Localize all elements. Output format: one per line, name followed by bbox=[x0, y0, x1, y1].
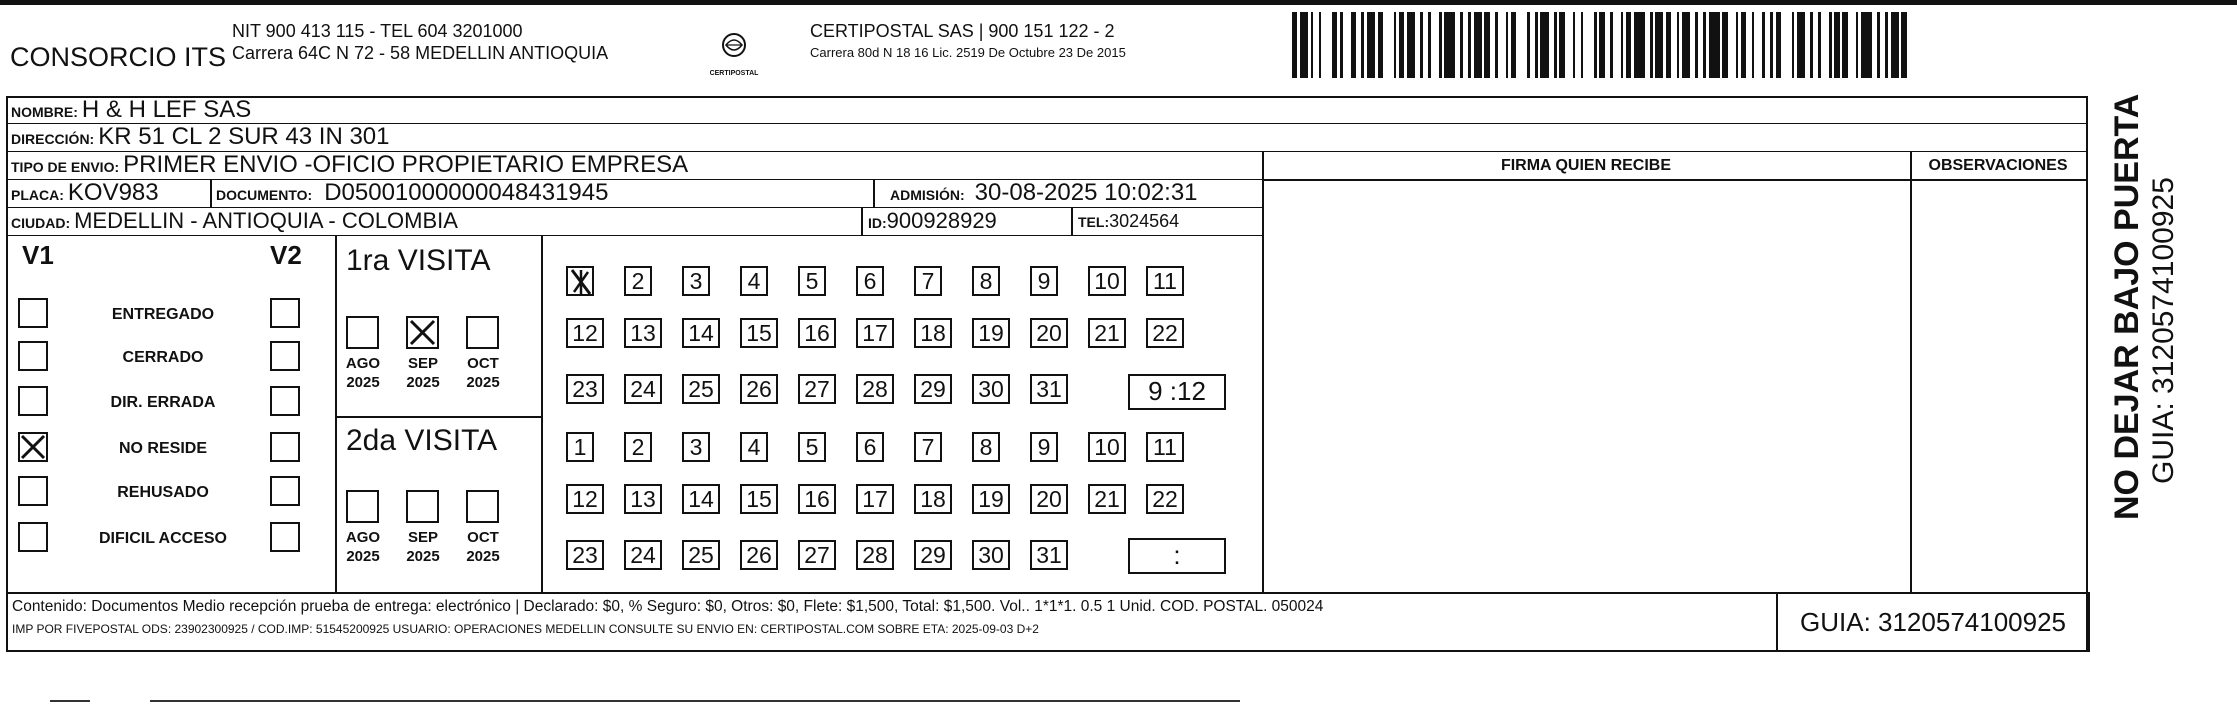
v2-checkbox[interactable] bbox=[270, 432, 300, 462]
month-checkbox[interactable] bbox=[406, 316, 439, 349]
tipo-row bbox=[8, 152, 1262, 180]
day-box[interactable]: 23 bbox=[566, 540, 604, 570]
barcode-bar bbox=[1682, 12, 1690, 78]
month-year: 2025 bbox=[406, 548, 440, 565]
barcode-bar bbox=[1367, 12, 1375, 78]
id-label: ID: bbox=[868, 215, 887, 231]
certipostal-logo-icon bbox=[706, 30, 762, 78]
barcode-bar bbox=[1891, 12, 1899, 78]
v1-checkbox[interactable] bbox=[18, 432, 48, 462]
barcode-bar bbox=[1565, 12, 1573, 78]
day-box[interactable]: 15 bbox=[740, 318, 778, 348]
contenido-line: Contenido: Documentos Medio recepción prueba de entrega: electrónico | Declarado: $0, % Seguro: $0, Otros: $0, Flete: $1,500, Total: $1,500. Vol.. 1*1*1. 0.5 1 Unid. COD. POSTAL. 050024 bbox=[12, 598, 1324, 615]
day-box[interactable]: 27 bbox=[798, 540, 836, 570]
tel-divider bbox=[1071, 208, 1073, 236]
placa-value: KOV983 bbox=[67, 179, 159, 206]
month-label bbox=[338, 528, 388, 566]
day-box[interactable]: 29 bbox=[914, 540, 952, 570]
day-box[interactable]: 3 bbox=[682, 432, 710, 462]
delivery-form bbox=[6, 96, 2088, 652]
nit-line: NIT 900 413 115 - TEL 604 3201000 bbox=[232, 21, 523, 41]
month-name: OCT bbox=[467, 529, 499, 546]
day-box[interactable]: 31 bbox=[1030, 540, 1068, 570]
day-box[interactable]: 15 bbox=[740, 484, 778, 514]
barcode-bar bbox=[1321, 12, 1332, 78]
day-box[interactable]: 7 bbox=[914, 432, 942, 462]
direccion-label: DIRECCIÓN: bbox=[11, 131, 95, 147]
barcode-bar bbox=[1821, 12, 1829, 78]
guia-box: GUIA: 3120574100925 bbox=[1776, 592, 2090, 652]
day-box[interactable]: 16 bbox=[798, 484, 836, 514]
logo-caption: CERTIPOSTAL bbox=[709, 70, 759, 77]
nombre-label: NOMBRE: bbox=[11, 104, 78, 120]
admision-value: 30-08-2025 10:02:31 bbox=[974, 179, 1198, 206]
barcode-bar bbox=[1540, 12, 1548, 78]
day-box[interactable]: 24 bbox=[624, 540, 662, 570]
day-box[interactable]: 13 bbox=[624, 318, 662, 348]
admision-cell bbox=[890, 180, 1198, 209]
day-box[interactable]: 10 bbox=[1088, 266, 1126, 296]
placa-label: PLACA: bbox=[11, 187, 64, 203]
barcode-bar bbox=[1848, 12, 1856, 78]
day-box[interactable]: 6 bbox=[856, 266, 884, 296]
day-box[interactable]: 22 bbox=[1146, 484, 1184, 514]
day-box[interactable]: 25 bbox=[682, 540, 720, 570]
tipo-value: PRIMER ENVIO -OFICIO PROPIETARIO EMPRESA bbox=[123, 151, 689, 178]
month-name: AGO bbox=[345, 355, 381, 372]
month-year: 2025 bbox=[406, 374, 440, 391]
month-year: 2025 bbox=[466, 548, 500, 565]
v1-checkbox[interactable] bbox=[18, 298, 48, 328]
day-box[interactable]: 2 bbox=[624, 266, 652, 296]
check-mark-icon bbox=[568, 268, 594, 296]
day-box[interactable]: 30 bbox=[972, 374, 1010, 404]
month-checkbox[interactable] bbox=[346, 316, 379, 349]
footer-top-border bbox=[8, 592, 2086, 594]
month-label bbox=[338, 354, 388, 392]
v2-checkbox[interactable] bbox=[270, 476, 300, 506]
day-box[interactable]: 5 bbox=[798, 266, 826, 296]
month-checkbox[interactable] bbox=[466, 316, 499, 349]
v1-checkbox[interactable] bbox=[18, 476, 48, 506]
day-box[interactable]: 6 bbox=[856, 432, 884, 462]
month-name: OCT bbox=[467, 355, 499, 372]
placa-divider bbox=[210, 180, 212, 208]
day-box[interactable]: 28 bbox=[856, 374, 894, 404]
status-option-label: DIR. ERRADA bbox=[110, 394, 216, 411]
barcode-bar bbox=[1754, 12, 1762, 78]
v2-checkbox[interactable] bbox=[270, 341, 300, 371]
month-checkbox[interactable] bbox=[466, 490, 499, 523]
day-box[interactable]: 18 bbox=[914, 318, 952, 348]
ciudad-cell bbox=[11, 208, 458, 237]
barcode-bar bbox=[1907, 12, 1912, 78]
day-box[interactable]: 3 bbox=[682, 266, 710, 296]
day-box[interactable]: 13 bbox=[624, 484, 662, 514]
barcode-bar bbox=[1634, 12, 1645, 78]
barcode-bar bbox=[1300, 12, 1308, 78]
day-box[interactable]: 11 bbox=[1146, 432, 1184, 462]
barcode-bar bbox=[1383, 12, 1394, 78]
day-box[interactable]: 26 bbox=[740, 540, 778, 570]
company-info bbox=[232, 20, 608, 64]
v2-checkbox[interactable] bbox=[270, 522, 300, 552]
courier-license: Carrera 80d N 18 16 Lic. 2519 De Octubre 23 De 2015 bbox=[810, 45, 1126, 60]
documento-label: DOCUMENTO: bbox=[216, 187, 313, 203]
day-box[interactable]: 29 bbox=[914, 374, 952, 404]
month-checkbox[interactable] bbox=[346, 490, 379, 523]
barcode-bar bbox=[1583, 12, 1594, 78]
admision-divider bbox=[873, 180, 875, 208]
barcode-bar bbox=[1431, 12, 1439, 78]
day-box[interactable]: 4 bbox=[740, 266, 768, 296]
day-box[interactable]: 4 bbox=[740, 432, 768, 462]
tel-value: 3024564 bbox=[1109, 211, 1180, 231]
month-name: SEP bbox=[407, 355, 438, 372]
barcode-bar bbox=[1474, 12, 1482, 78]
day-box[interactable]: 17 bbox=[856, 318, 894, 348]
day-box[interactable]: 9 bbox=[1030, 266, 1058, 296]
barcode-bar bbox=[1516, 12, 1527, 78]
address-line: Carrera 64C N 72 - 58 MEDELLIN ANTIOQUIA bbox=[232, 43, 609, 63]
day-box[interactable]: 10 bbox=[1088, 432, 1126, 462]
check-mark-icon bbox=[408, 318, 437, 347]
day-box[interactable]: 28 bbox=[856, 540, 894, 570]
day-box[interactable]: 2 bbox=[624, 432, 652, 462]
v2-checkbox[interactable] bbox=[270, 386, 300, 416]
barcode-bar bbox=[1728, 12, 1736, 78]
firma-header: FIRMA QUIEN RECIBE bbox=[1500, 157, 1672, 174]
barcode-icon bbox=[1292, 12, 1912, 78]
direccion-row bbox=[8, 124, 2086, 152]
nombre-value: H & H LEF SAS bbox=[81, 96, 252, 123]
day-box[interactable]: 9 bbox=[1030, 432, 1058, 462]
courier-info bbox=[810, 20, 1126, 64]
ciudad-value: MEDELLIN - ANTIOQUIA - COLOMBIA bbox=[74, 208, 458, 233]
barcode-bar bbox=[1781, 12, 1792, 78]
side-guia: GUIA: 3120574100925 bbox=[2147, 177, 2180, 484]
second-visit-time[interactable]: : bbox=[1128, 538, 1226, 574]
status-option-label: ENTREGADO bbox=[111, 306, 215, 323]
observaciones-left-border bbox=[1910, 152, 1912, 592]
placa-row bbox=[8, 180, 1262, 208]
day-box[interactable] bbox=[566, 266, 594, 296]
barcode-bar bbox=[1407, 12, 1415, 78]
visits-left-border bbox=[335, 236, 337, 592]
day-box[interactable]: 1 bbox=[566, 432, 594, 462]
v1-checkbox[interactable] bbox=[18, 386, 48, 416]
day-box[interactable]: 22 bbox=[1146, 318, 1184, 348]
barcode-bar bbox=[1797, 12, 1805, 78]
tipo-label: TIPO DE ENVIO: bbox=[11, 159, 120, 175]
v2-label: V2 bbox=[270, 240, 302, 270]
barcode-bar bbox=[1861, 12, 1872, 78]
admision-label: ADMISIÓN: bbox=[890, 187, 965, 203]
observaciones-header: OBSERVACIONES bbox=[1928, 157, 2068, 174]
barcode-bar bbox=[1655, 12, 1663, 78]
day-box[interactable]: 24 bbox=[624, 374, 662, 404]
ciudad-label: CIUDAD: bbox=[11, 215, 71, 231]
day-box[interactable]: 23 bbox=[566, 374, 604, 404]
documento-value: D05001000000048431945 bbox=[324, 179, 609, 206]
firma-header-line bbox=[1262, 179, 2086, 181]
day-box[interactable]: 16 bbox=[798, 318, 836, 348]
v1-checkbox[interactable] bbox=[18, 522, 48, 552]
month-year: 2025 bbox=[346, 548, 380, 565]
day-box[interactable]: 21 bbox=[1088, 484, 1126, 514]
status-option-label: NO RESIDE bbox=[118, 440, 207, 457]
day-box[interactable]: 5 bbox=[798, 432, 826, 462]
day-box[interactable]: 21 bbox=[1088, 318, 1126, 348]
day-box[interactable]: 18 bbox=[914, 484, 952, 514]
v2-checkbox[interactable] bbox=[270, 298, 300, 328]
firma-left-border bbox=[1262, 152, 1264, 592]
day-box[interactable]: 27 bbox=[798, 374, 836, 404]
barcode-bar bbox=[1709, 12, 1720, 78]
day-box[interactable]: 12 bbox=[566, 318, 604, 348]
tel-cell bbox=[1078, 208, 1179, 236]
second-visit-title: 2da VISITA bbox=[346, 424, 498, 457]
day-box[interactable]: 14 bbox=[682, 484, 720, 514]
day-box[interactable]: 11 bbox=[1146, 266, 1184, 296]
courier-name: CERTIPOSTAL SAS | 900 151 122 - 2 bbox=[810, 21, 1115, 41]
day-box[interactable]: 19 bbox=[972, 484, 1010, 514]
month-label bbox=[398, 528, 448, 566]
month-checkbox[interactable] bbox=[406, 490, 439, 523]
barcode-bar bbox=[1613, 12, 1621, 78]
day-box[interactable]: 20 bbox=[1030, 484, 1068, 514]
check-mark-icon bbox=[20, 434, 46, 460]
top-border bbox=[0, 0, 2237, 5]
day-box[interactable]: 8 bbox=[972, 266, 1000, 296]
day-box[interactable]: 8 bbox=[972, 432, 1000, 462]
days-left-border bbox=[541, 236, 543, 592]
ciudad-row bbox=[8, 208, 1262, 236]
month-year: 2025 bbox=[346, 374, 380, 391]
placa-cell bbox=[11, 180, 159, 209]
day-box[interactable]: 26 bbox=[740, 374, 778, 404]
first-visit-title: 1ra VISITA bbox=[346, 244, 491, 277]
scan-line bbox=[150, 700, 1240, 702]
day-box[interactable]: 19 bbox=[972, 318, 1010, 348]
tel-label: TEL: bbox=[1078, 214, 1110, 230]
id-cell bbox=[868, 208, 997, 237]
month-label bbox=[398, 354, 448, 392]
day-box[interactable]: 7 bbox=[914, 266, 942, 296]
v1-label: V1 bbox=[22, 240, 54, 270]
documento-cell bbox=[216, 180, 608, 209]
day-box[interactable]: 20 bbox=[1030, 318, 1068, 348]
day-box[interactable]: 12 bbox=[566, 484, 604, 514]
day-box[interactable]: 31 bbox=[1030, 374, 1068, 404]
visits-divider bbox=[335, 416, 541, 418]
id-divider bbox=[861, 208, 863, 236]
company-name: CONSORCIO ITS bbox=[10, 42, 227, 72]
scan-mark bbox=[50, 700, 90, 702]
first-visit-time[interactable]: 9 :12 bbox=[1128, 374, 1226, 410]
day-box[interactable]: 30 bbox=[972, 540, 1010, 570]
day-box[interactable]: 14 bbox=[682, 318, 720, 348]
status-option-label: REHUSADO bbox=[117, 484, 209, 501]
nombre-row bbox=[8, 98, 2086, 124]
imp-line: IMP POR FIVEPOSTAL ODS: 23902300925 / COD.IMP: 51545200925 USUARIO: OPERACIONES MEDELLIN CONSULTE SU ENVIO EN: CERTIPOSTAL.COM SOBRE ETA: 2025-09-03 D+2 bbox=[12, 622, 1039, 636]
day-box[interactable]: 25 bbox=[682, 374, 720, 404]
month-year: 2025 bbox=[466, 374, 500, 391]
barcode-bar bbox=[1444, 12, 1455, 78]
v1-checkbox[interactable] bbox=[18, 341, 48, 371]
no-dejar-notice: NO DEJAR BAJO PUERTA bbox=[2108, 93, 2146, 520]
barcode-bar bbox=[1343, 12, 1351, 78]
month-name: SEP bbox=[407, 529, 438, 546]
status-option-label: CERRADO bbox=[122, 349, 204, 366]
month-label bbox=[458, 528, 508, 566]
barcode-bar bbox=[1498, 12, 1506, 78]
id-value: 900928929 bbox=[886, 208, 997, 233]
month-name: AGO bbox=[345, 529, 381, 546]
day-box[interactable]: 17 bbox=[856, 484, 894, 514]
month-label bbox=[458, 354, 508, 392]
status-option-label: DIFICIL ACCESO bbox=[98, 530, 227, 547]
direccion-value: KR 51 CL 2 SUR 43 IN 301 bbox=[98, 123, 390, 150]
